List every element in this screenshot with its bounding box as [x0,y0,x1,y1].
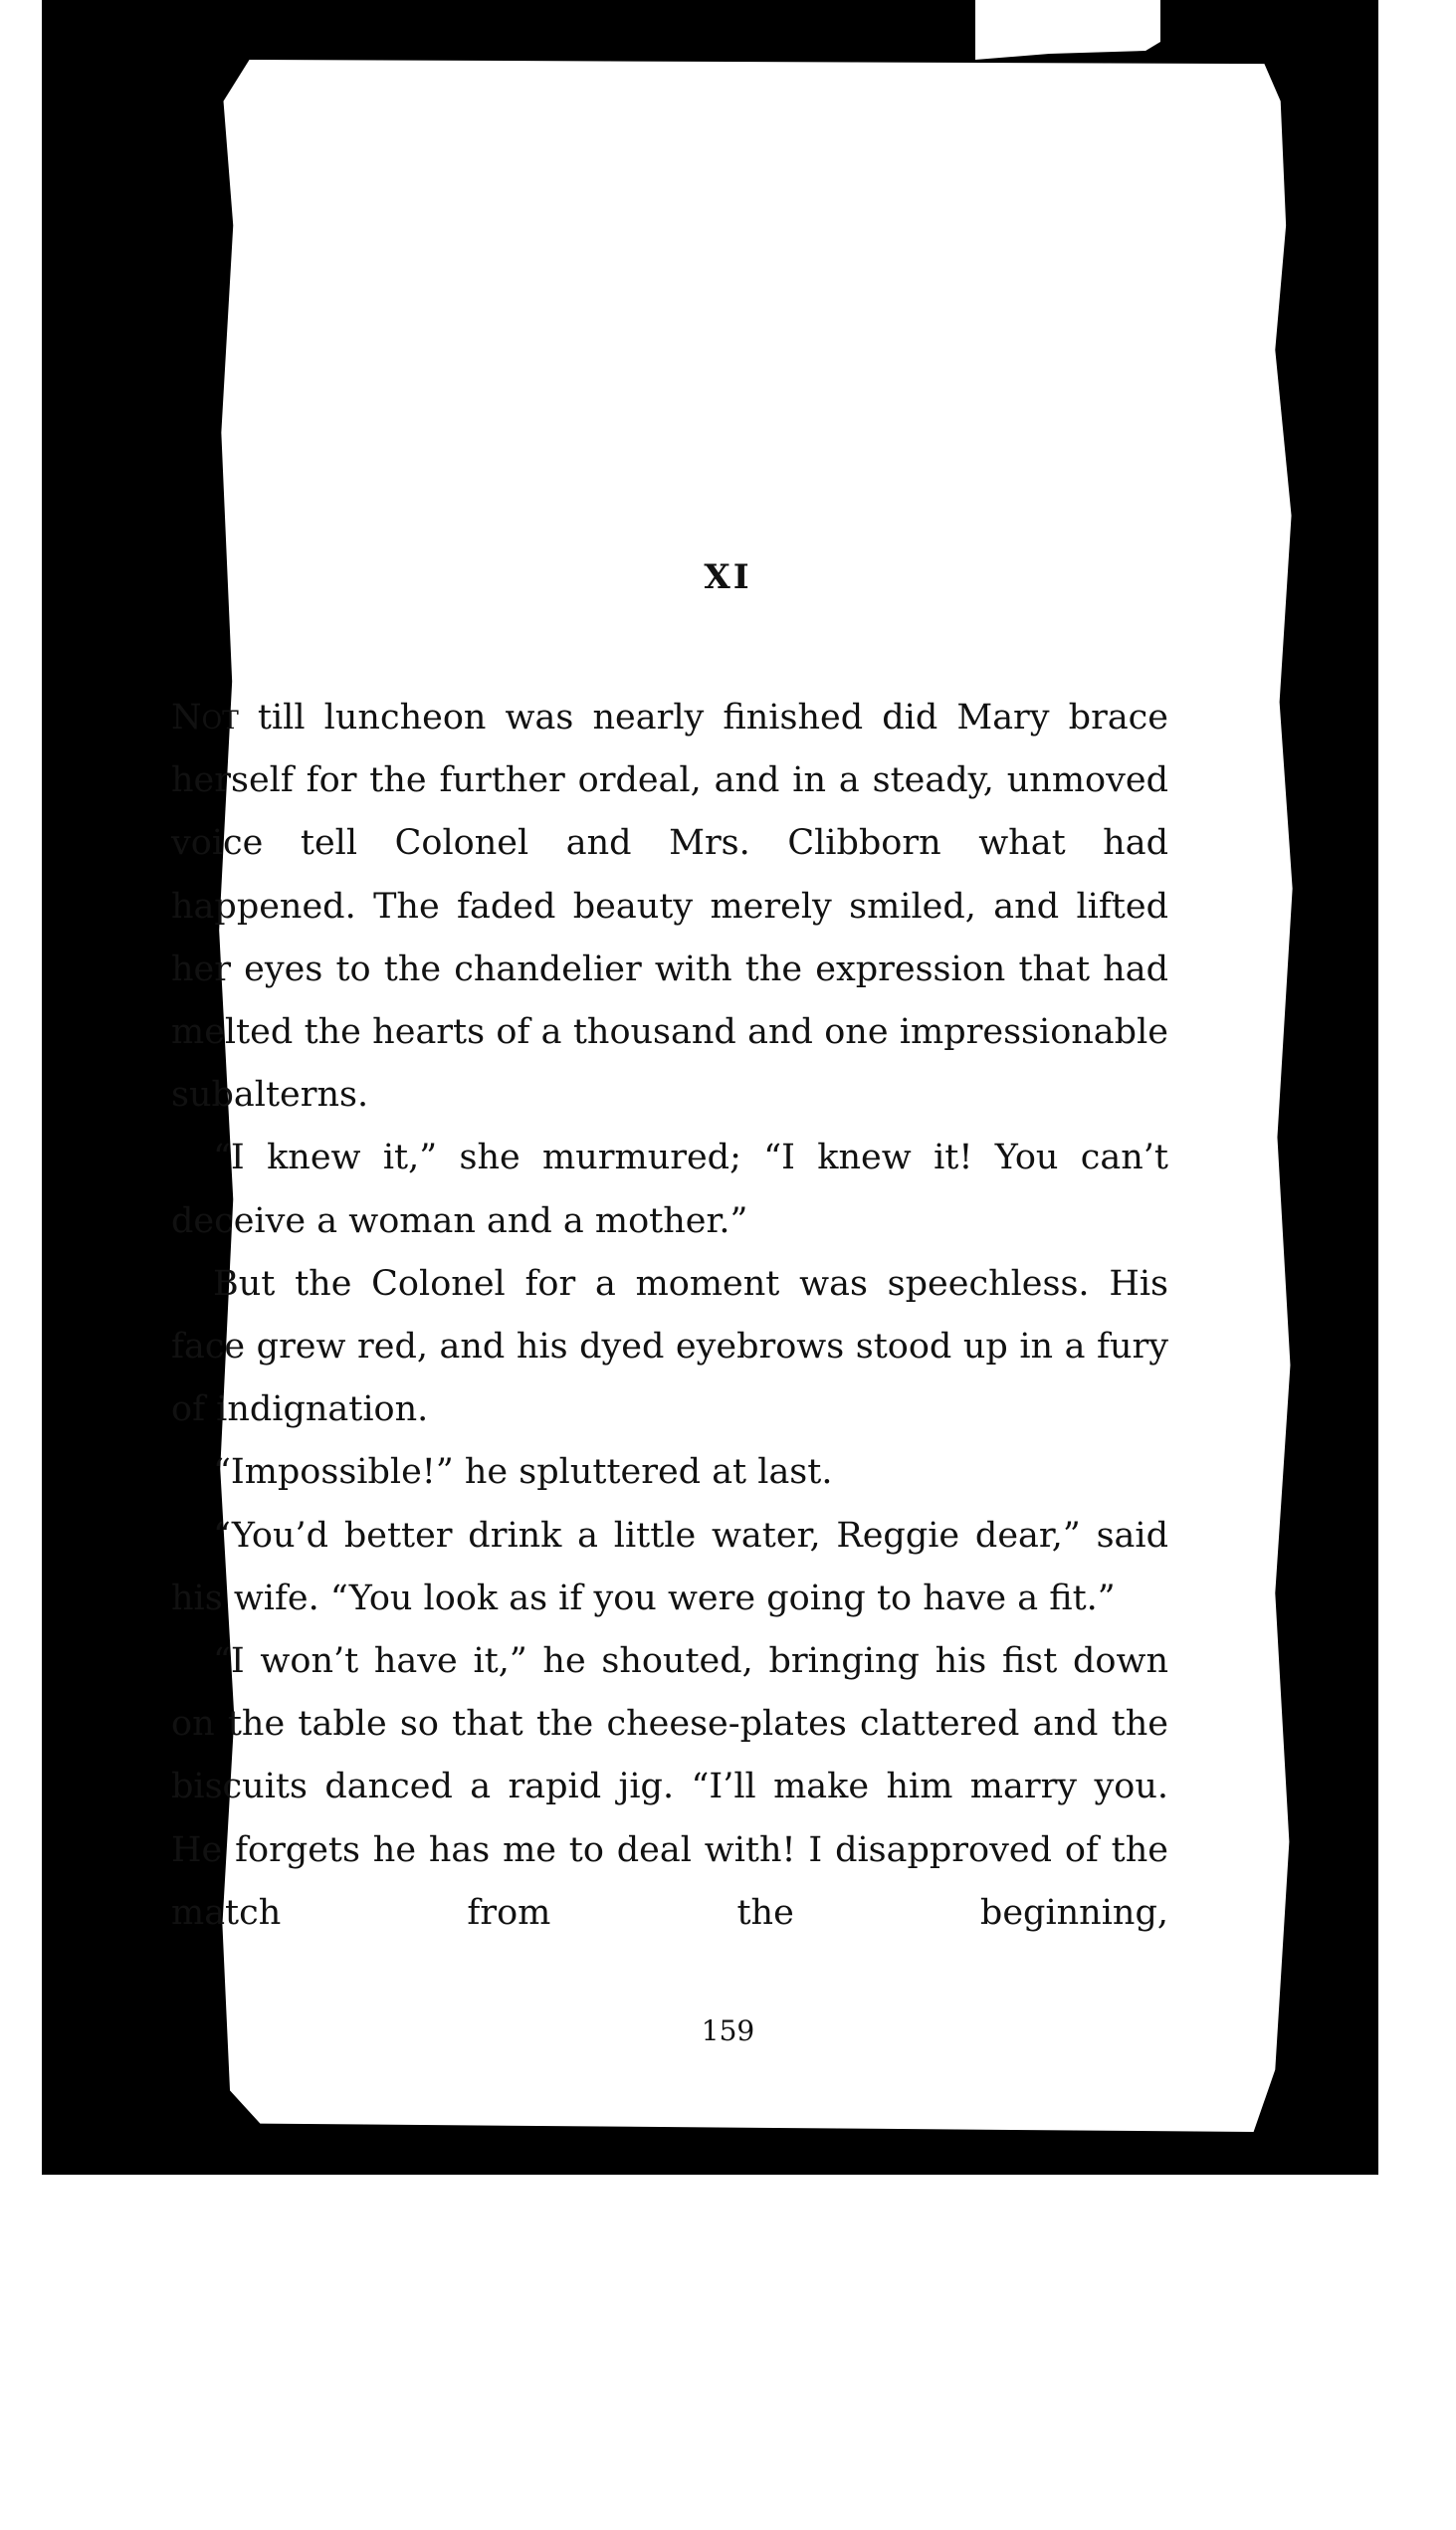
lead-in-word: Not [171,698,239,738]
paragraph-2: “I knew it,” she murmured; “I knew it! You can’t deceive a woman and a mother.” [171,1138,1168,1241]
paragraph-4: “Impossible!” he spluttered at last. [213,1452,833,1493]
scan-torn-strip [975,0,1160,60]
paragraph-3: But the Colonel for a moment was speechless. His face grew red, and his dyed eyebrows stood up in a fury of indignation. [171,1263,1168,1430]
paragraph-1 [171,687,1168,1127]
page-number: 159 [701,2014,755,2047]
paragraph-1-text: till luncheon was nearly finished did Mary brace herself for the further ordeal, and in a steady, unmoved voice tell Colonel and Mrs. Clibborn what had happened. The faded beauty merely smiled, and lifted her eyes to the chandelier with the expression that had melted the hearts of a thousand and one impressionable subalterns. [171,698,1168,1116]
body-text [171,687,1168,1945]
paragraph-6: “I won’t have it,” he shouted, bringing his fist down on the table so that the cheese-plates clattered and the biscuits danced a rapid jig. “I’ll make him marry you. He forgets he has me to deal with! I disapproved of the match from the beginning, [171,1641,1168,1933]
paragraph-5: “You’d better drink a little water, Reggie dear,” said his wife. “You look as if you were going to have a fit.” [171,1515,1168,1618]
chapter-heading: XI [704,557,752,597]
